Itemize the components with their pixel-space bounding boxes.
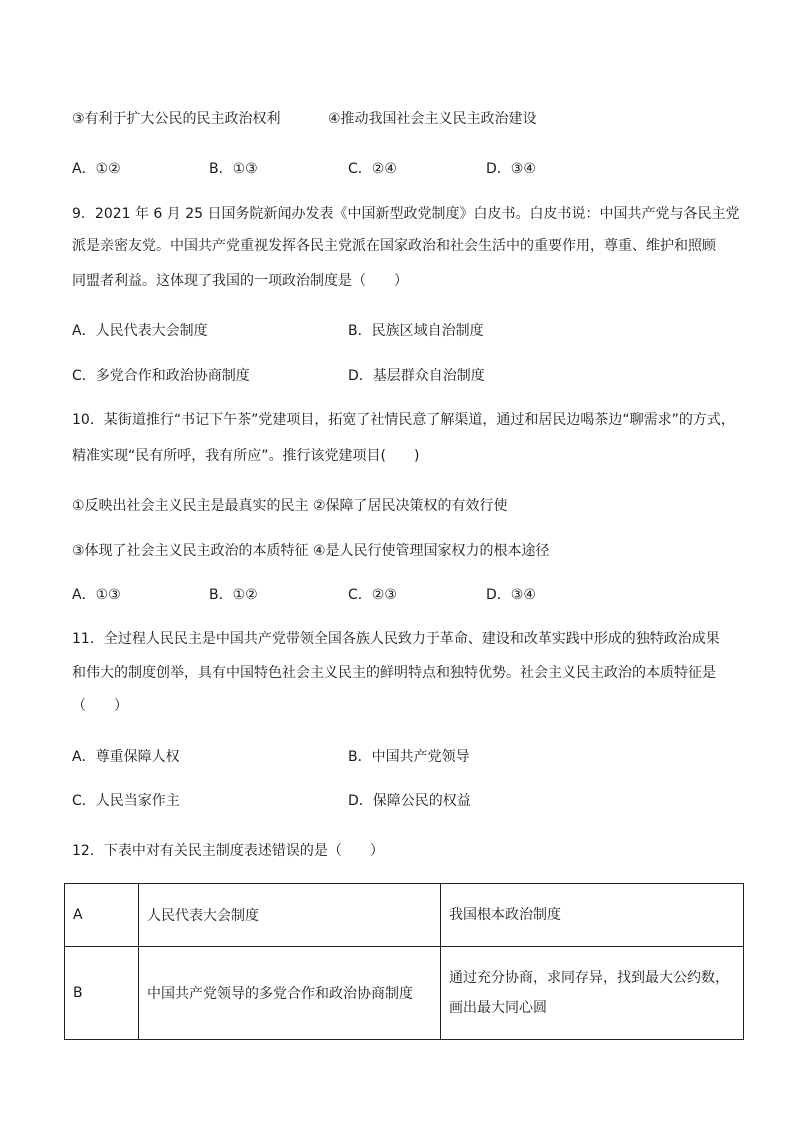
q9-stem-line: 同盟者利益。这体现了我国的一项政治制度是（ ）: [72, 273, 408, 289]
q12-stem: 12．下表中对有关民主制度表述错误的是（ ）: [72, 843, 384, 859]
q10-statements-line: ①反映出社会主义民主是最真实的民主 ②保障了居民决策权的有效行使: [72, 498, 508, 514]
q11-stem-line: （ ）: [72, 698, 128, 714]
table-cell-label: A: [65, 884, 139, 947]
q9-option-c[interactable]: C．多党合作和政治协商制度: [72, 368, 250, 384]
q11-option-c[interactable]: C．人民当家作主: [72, 793, 180, 809]
q10-statements-line: ③体现了社会主义民主政治的本质特征 ④是人民行使管理国家权力的根本途径: [72, 543, 550, 559]
q8-option-b[interactable]: B．①③: [209, 161, 258, 177]
table-row: [65, 884, 744, 947]
q11-stem-line: 和伟大的制度创举，具有中国特色社会主义民主的鲜明特点和独特优势。社会主义民主政治的本质特征是: [72, 665, 716, 681]
q9-option-b[interactable]: B．民族区域自治制度: [348, 323, 484, 339]
table-cell-description: 我国根本政治制度: [441, 884, 744, 947]
q10-option-a[interactable]: A．①③: [72, 587, 121, 603]
q9-option-a[interactable]: A．人民代表大会制度: [72, 323, 208, 339]
q12-table: [64, 883, 744, 1040]
q11-stem-line: 11．全过程人民民主是中国共产党带领全国各族人民致力于革命、建设和改革实践中形成的独特政治成果: [72, 631, 720, 647]
q8-option-a[interactable]: A．①②: [72, 161, 121, 177]
q8-statement-4: ④推动我国社会主义民主政治建设: [328, 111, 537, 127]
q10-stem-line: 10．某街道推行“书记下午茶”党建项目，拓宽了社情民意了解渠道，通过和居民边喝茶边“聊需求”的方式，: [72, 412, 735, 428]
table-cell-system: 人民代表大会制度: [139, 884, 441, 947]
q8-option-d[interactable]: D．③④: [486, 161, 536, 177]
q9-stem-line: 派是亲密友党。中国共产党重视发挥各民主党派在国家政治和社会生活中的重要作用，尊重、维护和照顾: [72, 238, 716, 254]
q8-option-c[interactable]: C．②④: [348, 161, 397, 177]
q10-stem-line: 精准实现“民有所呼，我有所应”。推行该党建项目( ): [72, 448, 420, 464]
q11-option-d[interactable]: D．保障公民的权益: [348, 793, 471, 809]
q11-option-b[interactable]: B．中国共产党领导: [348, 749, 470, 765]
q10-option-b[interactable]: B．①②: [209, 587, 258, 603]
q8-statement-3: ③有利于扩大公民的民主政治权利: [72, 111, 281, 127]
table-row: [65, 947, 744, 1040]
q11-option-a[interactable]: A．尊重保障人权: [72, 749, 180, 765]
q9-stem-line: 9．2021 年 6 月 25 日国务院新闻办发表《中国新型政党制度》白皮书。白皮书说：中国共产党与各民主党: [72, 206, 740, 222]
q10-option-c[interactable]: C．②③: [348, 587, 397, 603]
q9-option-d[interactable]: D．基层群众自治制度: [348, 368, 485, 384]
q10-option-d[interactable]: D．③④: [486, 587, 536, 603]
table-cell-description: 通过充分协商，求同存异，找到最大公约数，画出最大同心圆: [441, 947, 744, 1040]
table-cell-system: 中国共产党领导的多党合作和政治协商制度: [139, 947, 441, 1040]
table-cell-label: B: [65, 947, 139, 1040]
